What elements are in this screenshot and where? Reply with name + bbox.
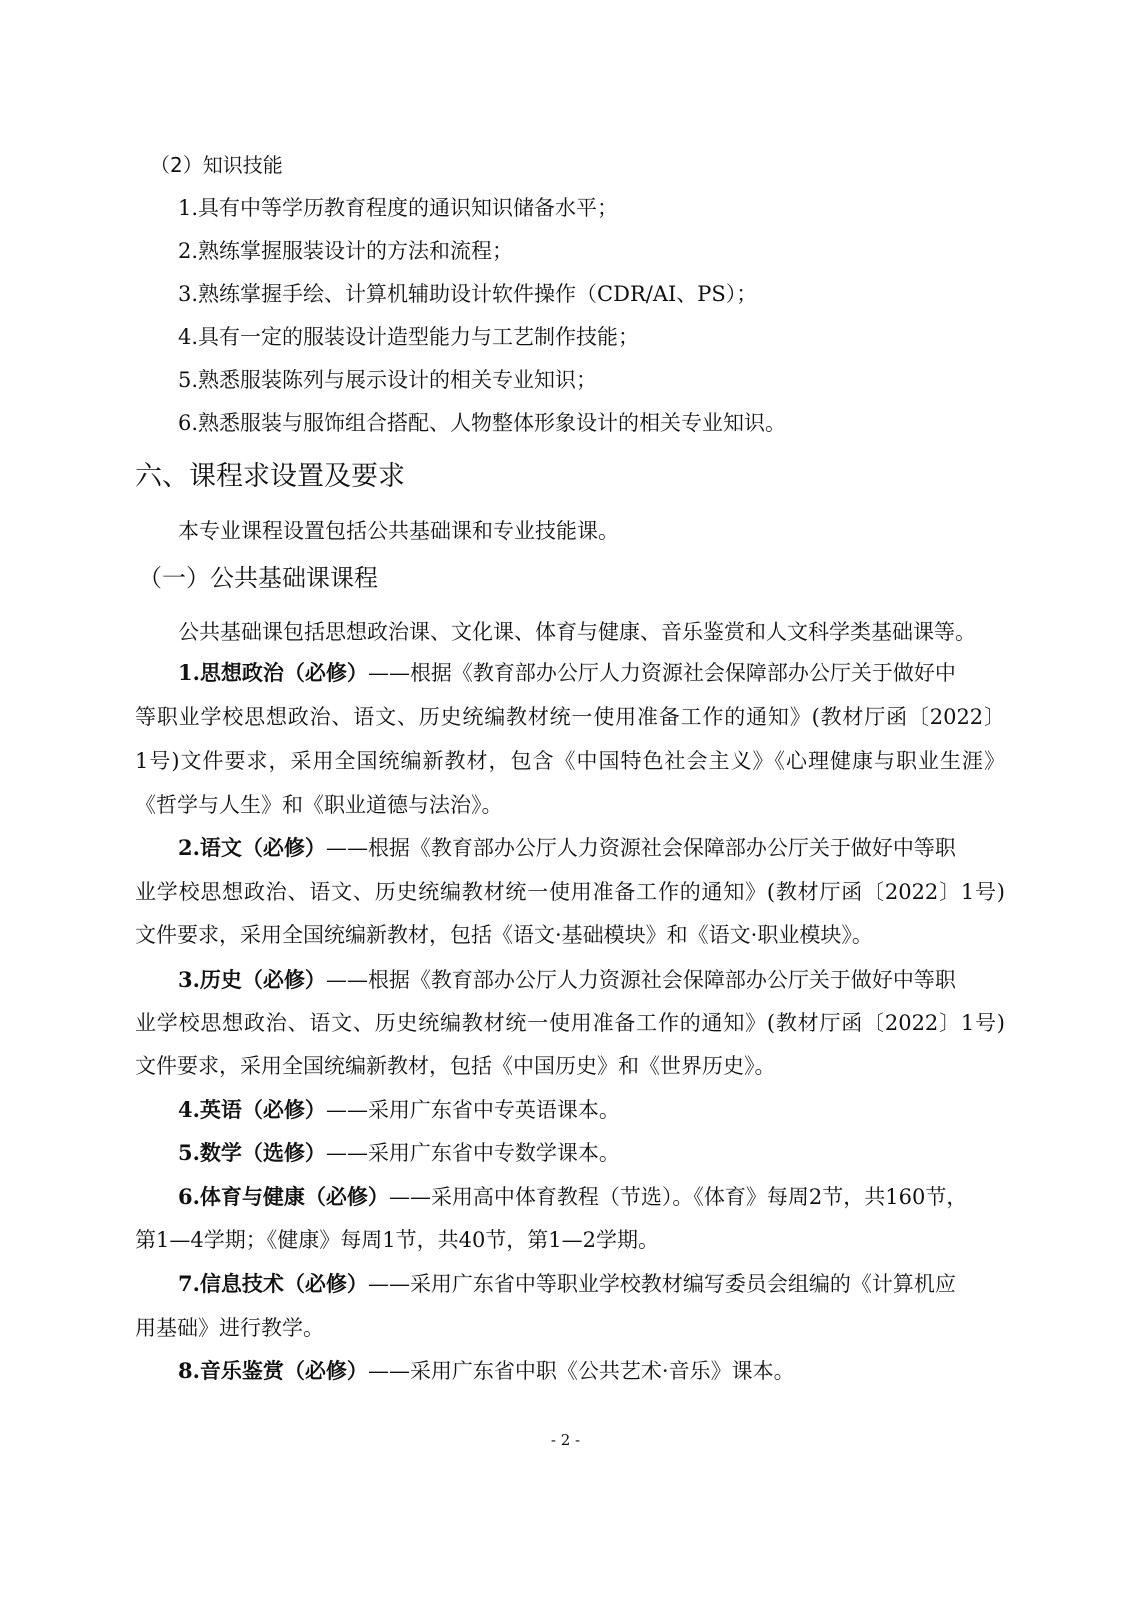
course-5-label: 5.数学（选修） (178, 1140, 326, 1165)
subsection-one-title: （一）公共基础课课程 (138, 564, 378, 592)
course-6-line-1 (178, 1182, 1048, 1212)
course-3-line-1 (178, 965, 1048, 995)
course-3-label: 3.历史（必修） (178, 967, 326, 992)
knowledge-item-4: 4.具有一定的服装设计造型能力与工艺制作技能； (178, 325, 640, 349)
knowledge-item-2: 2.熟练掌握服装设计的方法和流程； (178, 239, 514, 263)
course-7-label: 7.信息技术（必修） (178, 1271, 368, 1296)
course-4-line-1 (178, 1095, 1048, 1125)
knowledge-skills-heading: （2）知识技能 (150, 153, 283, 177)
course-1-line-2: 等职业学校思想政治、语文、历史统编教材统一使用准备工作的通知》(教材厅函〔2022〕 (135, 705, 1005, 729)
course-3-line-2: 业学校思想政治、语文、历史统编教材统一使用准备工作的通知》(教材厅函〔2022〕1号) (135, 1011, 1005, 1035)
course-5-text: ——采用广东省中专数学课本。 (325, 1141, 620, 1165)
course-6-line-2: 第1—4学期；《健康》每周1节，共40节，第1—2学期。 (135, 1228, 660, 1252)
knowledge-item-5: 5.熟悉服装陈列与展示设计的相关专业知识； (178, 368, 598, 392)
page-number: - 2 - (550, 1431, 581, 1449)
course-3-text: ——根据《教育部办公厅人力资源社会保障部办公厅关于做好中等职 (325, 968, 956, 992)
section-six-intro: 本专业课程设置包括公共基础课和专业技能课。 (178, 519, 619, 543)
course-1-line-1 (178, 658, 1048, 688)
course-6-label: 6.体育与健康（必修） (178, 1184, 389, 1209)
course-1-line-3: 1号)文件要求，采用全国统编新教材，包含《中国特色社会主义》《心理健康与职业生涯》 (135, 749, 1005, 773)
knowledge-item-3: 3.熟练掌握手绘、计算机辅助设计软件操作（CDR/AI、PS）； (178, 282, 758, 306)
course-1-text: ——根据《教育部办公厅人力资源社会保障部办公厅关于做好中 (367, 661, 956, 685)
knowledge-item-1: 1.具有中等学历教育程度的通识知识储备水平； (178, 196, 619, 220)
course-7-line-2: 用基础》进行教学。 (135, 1316, 324, 1340)
course-1-label: 1.思想政治（必修） (178, 660, 368, 685)
course-2-text: ——根据《教育部办公厅人力资源社会保障部办公厅关于做好中等职 (325, 836, 956, 860)
course-8-line-1 (178, 1356, 1048, 1386)
course-1-line-4: 《哲学与人生》和《职业道德与法治》。 (135, 793, 503, 817)
course-7-line-1 (178, 1269, 1048, 1299)
course-3-line-3: 文件要求，采用全国统编新教材，包括《中国历史》和《世界历史》。 (135, 1054, 776, 1078)
course-8-label: 8.音乐鉴赏（必修） (178, 1358, 368, 1383)
course-7-text: ——采用广东省中等职业学校教材编写委员会组编的《计算机应 (367, 1272, 956, 1296)
course-2-label: 2.语文（必修） (178, 835, 326, 860)
subsection-one-intro: 公共基础课包括思想政治课、文化课、体育与健康、音乐鉴赏和人文科学类基础课等。 (178, 620, 976, 644)
course-6-text: ——采用高中体育教程（节选）。《体育》每周2节，共160节， (388, 1185, 968, 1209)
course-8-text: ——采用广东省中职《公共艺术·音乐》课本。 (367, 1359, 795, 1383)
course-2-line-2: 业学校思想政治、语文、历史统编教材统一使用准备工作的通知》(教材厅函〔2022〕1号) (135, 880, 1005, 904)
section-six-title: 六、课程求设置及要求 (135, 461, 405, 492)
course-2-line-1 (178, 833, 1048, 863)
course-2-line-3: 文件要求，采用全国统编新教材，包括《语文·基础模块》和《语文·职业模块》。 (135, 923, 873, 947)
knowledge-item-6: 6.熟悉服装与服饰组合搭配、人物整体形象设计的相关专业知识。 (178, 411, 787, 435)
course-4-label: 4.英语（必修） (178, 1097, 326, 1122)
course-5-line-1 (178, 1138, 1048, 1168)
course-4-text: ——采用广东省中专英语课本。 (325, 1098, 620, 1122)
